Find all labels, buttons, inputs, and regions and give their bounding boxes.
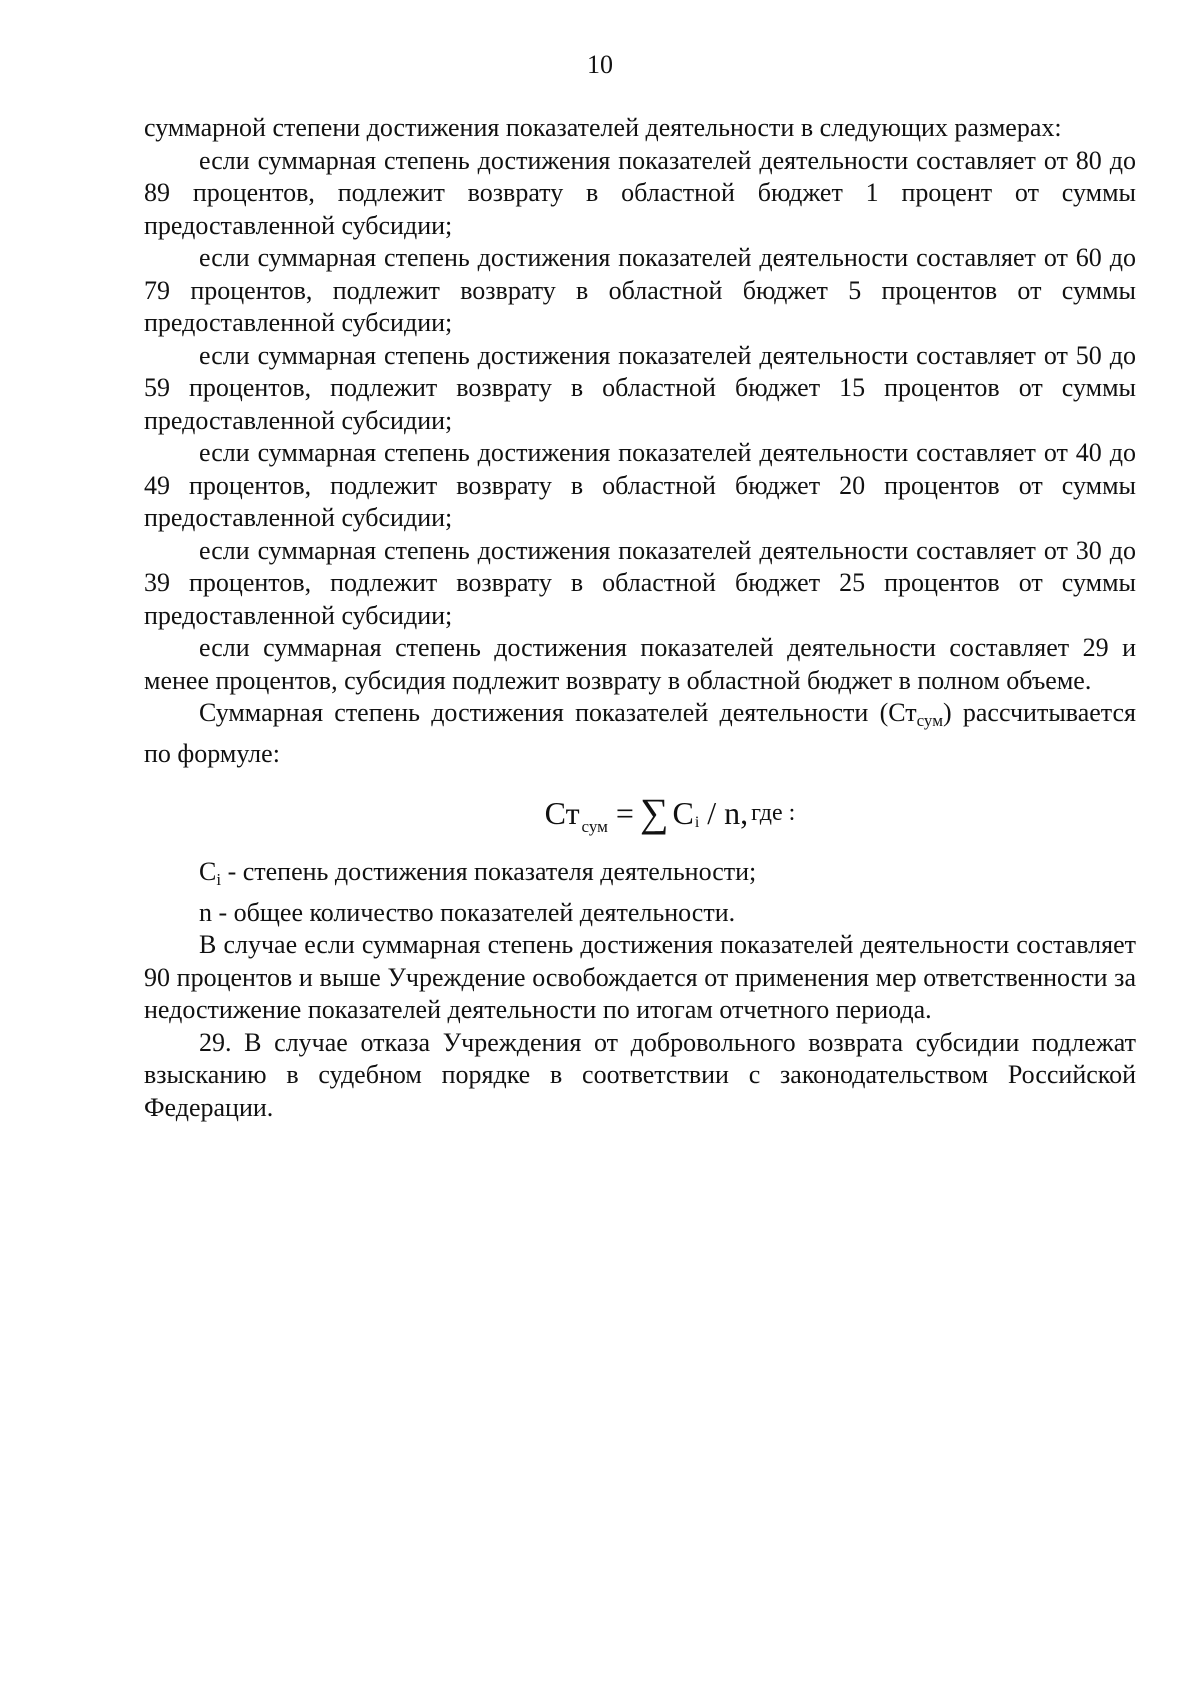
formula-term: C bbox=[672, 794, 694, 831]
paragraph-30-39: если суммарная степень достижения показателей деятельности составляет от 30 до 39 процентов, подлежит возврату в областной бюджет 25 процентов от суммы предоставленной субсидии; bbox=[144, 535, 1136, 630]
formula-equals: = bbox=[615, 794, 634, 831]
formula-lhs-subscript: сум bbox=[581, 816, 608, 836]
paragraph-40-49: если суммарная степень достижения показателей деятельности составляет от 40 до 49 процентов, подлежит возврату в областной бюджет 20 процентов от суммы предоставленной субсидии; bbox=[144, 438, 1136, 532]
definition-n bbox=[144, 897, 1136, 930]
formula-term-subscript: i bbox=[694, 813, 700, 831]
formula-where: где : bbox=[751, 799, 796, 826]
definition-text: - степень достижения показателя деятельности; bbox=[221, 857, 757, 886]
definition-text: - общее количество показателей деятельности. bbox=[212, 897, 736, 927]
formula-intro-tail: рассчитывается по формуле: bbox=[144, 698, 1136, 768]
formula-intro-paragraph bbox=[144, 697, 1136, 770]
definition-ci bbox=[144, 856, 1136, 897]
definition-symbol: n bbox=[199, 897, 212, 927]
formula bbox=[144, 770, 1136, 856]
paragraph-80-89: если суммарная степень достижения показателей деятельности составляет от 80 до 89 процентов, подлежит возврату в областной бюджет 1 процент от суммы предоставленной субсидии; bbox=[144, 145, 1136, 240]
formula-divide: / n, bbox=[707, 794, 749, 831]
formula-intro-close: ) bbox=[942, 698, 952, 727]
paragraph-29-recovery: 29. В случае отказа Учреждения от добровольного возврата субсидии подлежат взысканию в судебном порядке в соответствии с законодательством Российской Федерации. bbox=[144, 1027, 1136, 1122]
formula-intro-subscript: сум bbox=[916, 711, 943, 730]
formula-lhs: Ст bbox=[544, 794, 580, 831]
sigma-symbol: ∑ bbox=[639, 789, 669, 835]
formula-intro-text: Суммарная степень достижения показателей деятельности (Ст bbox=[199, 698, 917, 727]
paragraph-continuation: суммарной степени достижения показателей деятельности в следующих размерах: bbox=[144, 113, 1062, 142]
definition-symbol-subscript: i bbox=[216, 870, 222, 889]
page-number: 10 bbox=[587, 50, 613, 79]
definition-symbol: C bbox=[199, 857, 217, 886]
paragraph-29-less: если суммарная степень достижения показателей деятельности составляет 29 и менее процентов, субсидия подлежит возврату в областной бюджет в полном объеме. bbox=[144, 633, 1136, 695]
paragraph-60-79: если суммарная степень достижения показателей деятельности составляет от 60 до 79 процентов, подлежит возврату в областной бюджет 5 процентов от суммы предоставленной субсидии; bbox=[144, 243, 1136, 337]
paragraph-90-exemption: В случае если суммарная степень достижения показателей деятельности составляет 90 процентов и выше Учреждение освобождается от применения мер ответственности за недостижение показателей деятельности по итогам отчетного периода. bbox=[144, 930, 1136, 1024]
paragraph-50-59: если суммарная степень достижения показателей деятельности составляет от 50 до 59 процентов, подлежит возврату в областной бюджет 15 процентов от суммы предоставленной субсидии; bbox=[144, 340, 1136, 435]
document-body bbox=[144, 112, 1136, 1124]
